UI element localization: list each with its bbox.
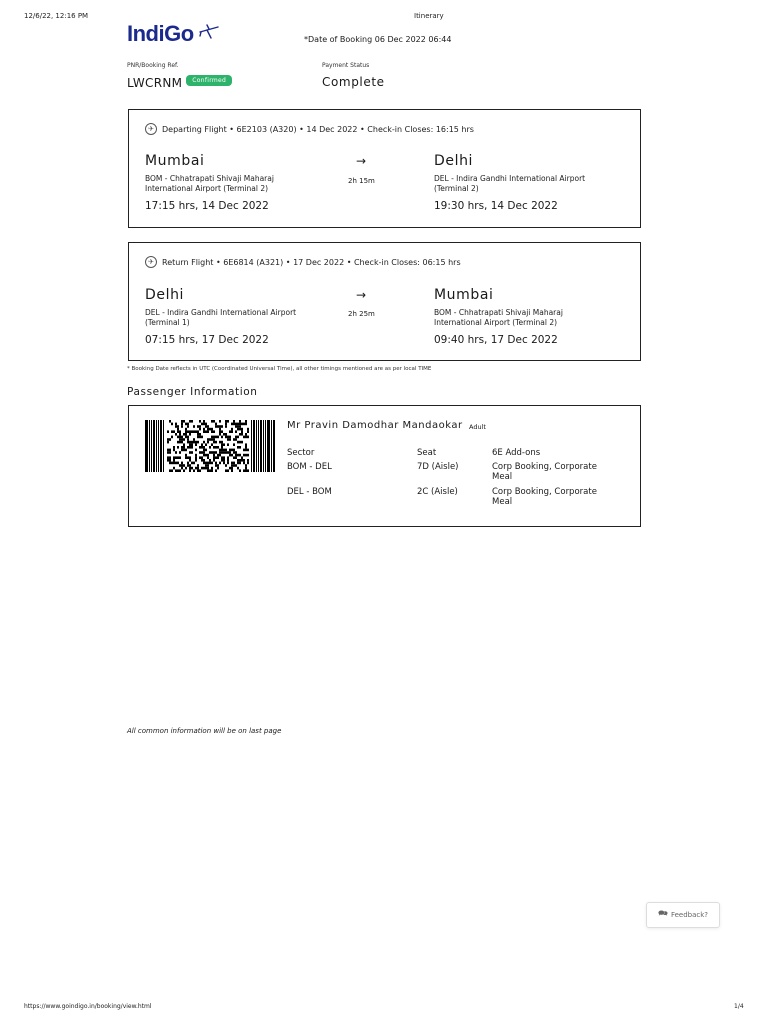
departure-time: 17:15 hrs, 14 Dec 2022 (145, 200, 269, 212)
seat-header: Seat (417, 448, 437, 458)
feedback-button[interactable] (646, 902, 720, 928)
logo-text: IndiGo (127, 21, 194, 46)
print-page-number: 1/4 (734, 1003, 744, 1010)
payment-label: Payment Status (322, 62, 370, 69)
pnr-block (127, 76, 232, 90)
flight-duration: 2h 25m (348, 310, 375, 318)
payment-status: Complete (322, 75, 385, 89)
arrival-time: 19:30 hrs, 14 Dec 2022 (434, 200, 558, 212)
flight-header-text: Return Flight • 6E6814 (A321) • 17 Dec 2022 • Check-in Closes: 06:15 hrs (162, 257, 461, 267)
indigo-logo[interactable] (127, 21, 220, 47)
plane-takeoff-icon: ✈ (145, 123, 157, 135)
passenger-card (128, 405, 641, 527)
departure-time: 07:15 hrs, 17 Dec 2022 (145, 334, 269, 346)
arrival-time: 09:40 hrs, 17 Dec 2022 (434, 334, 558, 346)
print-datetime: 12/6/22, 12:16 PM (24, 12, 89, 20)
passenger-name: Mr Pravin Damodhar Mandaokar (287, 420, 463, 431)
common-info-note: All common information will be on last page (127, 727, 282, 735)
utc-note: * Booking Date reflects in UTC (Coordinated Universal Time), all other timings mentioned are as per local TIME (127, 366, 432, 372)
origin-city: Mumbai (145, 153, 205, 169)
seat-cell: 2C (Aisle) (417, 487, 458, 497)
sector-header: Sector (287, 448, 315, 458)
print-title: Itinerary (414, 12, 444, 20)
destination-airport: DEL - Indira Gandhi International Airport (Terminal 2) (434, 174, 586, 193)
destination-airport: BOM - Chhatrapati Shivaji Maharaj International Airport (Terminal 2) (434, 308, 563, 327)
chat-bubble-icon: 🗪 (657, 909, 668, 918)
departing-flight-card (128, 109, 641, 228)
sector-cell: DEL - BOM (287, 487, 332, 497)
feedback-label: Feedback? (670, 911, 709, 919)
arrow-right-icon: → (356, 154, 367, 168)
flight-duration: 2h 15m (348, 177, 375, 185)
origin-airport: BOM - Chhatrapati Shivaji Maharaj International Airport (Terminal 2) (145, 174, 274, 193)
destination-city: Mumbai (434, 287, 494, 303)
booking-date: *Date of Booking 06 Dec 2022 06:44 (304, 35, 452, 44)
addons-cell: Corp Booking, Corporate Meal (492, 462, 597, 482)
addons-cell: Corp Booking, Corporate Meal (492, 487, 597, 507)
print-url: https://www.goindigo.in/booking/view.html (24, 1003, 152, 1010)
arrow-right-icon: → (356, 288, 367, 302)
passenger-type: Adult (469, 423, 486, 431)
plane-landing-icon: ✈ (145, 256, 157, 268)
destination-city: Delhi (434, 153, 474, 169)
pnr-label: PNR/Booking Ref. (127, 62, 179, 69)
origin-airport: DEL - Indira Gandhi International Airport (Terminal 1) (145, 308, 297, 327)
passenger-section-title: Passenger Information (127, 386, 258, 398)
plane-logo-icon (198, 24, 220, 44)
addons-header: 6E Add-ons (492, 448, 541, 458)
flight-header-text: Departing Flight • 6E2103 (A320) • 14 Dec 2022 • Check-in Closes: 16:15 hrs (162, 124, 474, 134)
seat-cell: 7D (Aisle) (417, 462, 459, 472)
status-badge: Confirmed (186, 75, 232, 86)
origin-city: Delhi (145, 287, 185, 303)
flight-header (145, 256, 461, 268)
sector-cell: BOM - DEL (287, 462, 332, 472)
flight-header (145, 123, 474, 135)
return-flight-card (128, 242, 641, 361)
pnr-value: LWCRNM (127, 76, 183, 90)
boarding-barcode (145, 420, 275, 476)
